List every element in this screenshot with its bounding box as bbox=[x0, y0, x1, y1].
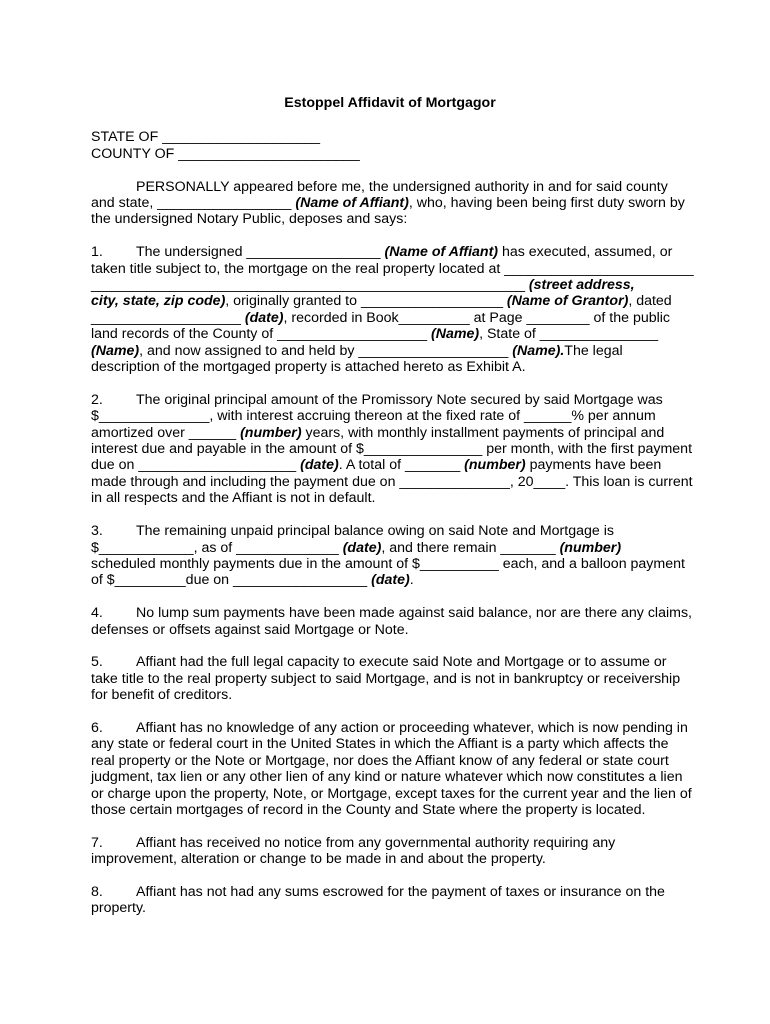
paragraph-number: 3. bbox=[91, 523, 103, 540]
paragraph-2: 2. The original principal amount of the Promissory Note secured by said Mortgage was $______________, with interest accruing thereon at the fixed rate of ______% per annum amortized over ______ (number) years, with monthly installment payments of principal and interest due and payable in the amount of $_______________ per month, with the first payment due on ____________________ (date). A total of _______ (number) payments have been made through and including the payment due on ______________, 20____. This loan is current in all respects and the Affiant is not in default. bbox=[91, 391, 693, 507]
paragraph-number: 4. bbox=[91, 605, 103, 622]
paragraph-6: 6. Affiant has no knowledge of any action or proceeding whatever, which is now pending in any state or federal court in the United States in which the Affiant is a party which affects the real property or the Note or Mortgage, nor does the Affiant know of any federal or state court judgment, tax lien or any other lien of any kind or nature whatever which now constitutes a lien or charge upon the property, Note, or Mortgage, except taxes for the current year and the lien of those certain mortgages of record in the County and State where the property is located. bbox=[91, 719, 692, 818]
paragraph-7: 7. Affiant has received no notice from any governmental authority requiring any improvement, alteration or change to be made in and about the property. bbox=[91, 834, 616, 868]
paragraph-3: 3. The remaining unpaid principal balance owing on said Note and Mortgage is $____________, as of _____________ (date), and there remain _______ (number) scheduled monthly payments due in the amount of $__________ each, and a balloon payment of $_________due on _________________ (date). bbox=[91, 523, 685, 589]
paragraph-number: 6. bbox=[91, 719, 103, 736]
document-title: Estoppel Affidavit of Mortgagor bbox=[284, 95, 496, 111]
paragraph-number: 1. bbox=[91, 244, 103, 261]
paragraph-5: 5. Affiant had the full legal capacity to execute said Note and Mortgage or to assume or take title to the real property subject to said Mortgage, and is not in bankruptcy or receivership for benefit of creditors. bbox=[91, 654, 681, 704]
paragraph-number: 7. bbox=[91, 834, 103, 851]
paragraph-8: 8. Affiant has not had any sums escrowed for the payment of taxes or insurance on the property. bbox=[91, 883, 665, 917]
paragraph-number: 2. bbox=[91, 391, 103, 408]
paragraph-4: 4. No lump sum payments have been made against said balance, nor are there any claims, defenses or offsets against said Mortgage or Note. bbox=[91, 605, 692, 638]
paragraph-1: 1. The undersigned _________________ (Name of Affiant) has executed, assumed, or taken title subject to, the mortgage on the real property located at ________________________ _______________________________________________________ (street address, city, state, zip code), originally granted to __________________ (Name of Grantor), dated ___________________ (date), recorded in Book_________ at Page ________ of the public land records of the County of ___________________ (Name), State of _______________ (Name), and now assigned to and held by ___________________ (Name).The legal description of the mortgaged property is attached hereto as Exhibit A. bbox=[91, 244, 694, 376]
county-line: COUNTY OF _______________________ bbox=[91, 145, 360, 162]
intro-paragraph: PERSONALLY appeared before me, the undersigned authority in and for said county and state, _________________ (Name of Affiant), who, having been being first duty sworn by the undersigned Notary Public, deposes and says: bbox=[91, 178, 685, 228]
state-line: STATE OF ____________________ bbox=[91, 129, 321, 146]
paragraph-number: 5. bbox=[91, 654, 103, 671]
paragraph-number: 8. bbox=[91, 883, 103, 900]
